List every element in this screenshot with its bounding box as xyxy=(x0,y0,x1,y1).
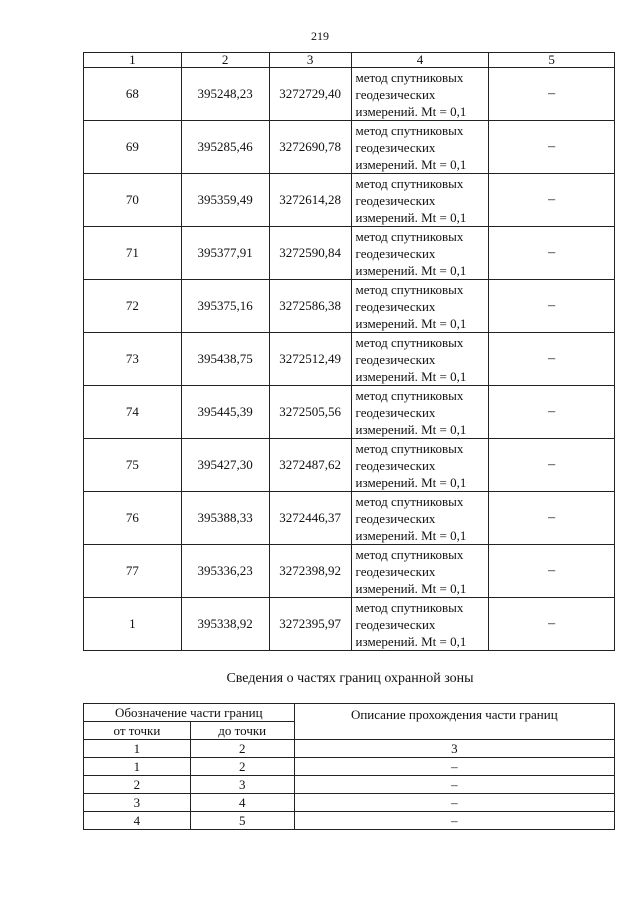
method-line: измерений. Mt = 0,1 xyxy=(355,262,467,278)
point-cell: 74 xyxy=(84,386,182,439)
column-header: 3 xyxy=(269,53,351,68)
table-row xyxy=(84,598,615,651)
method-cell xyxy=(351,227,489,280)
description-cell: – xyxy=(294,776,614,794)
method-line: измерений. Mt = 0,1 xyxy=(355,315,467,331)
x-coordinate-cell: 395248,23 xyxy=(181,68,269,121)
method-line: метод спутниковых xyxy=(355,69,464,85)
point-cell: 1 xyxy=(84,598,182,651)
note-cell: – xyxy=(489,68,615,121)
method-line: геодезических xyxy=(355,192,436,208)
x-coordinate-cell: 395285,46 xyxy=(181,121,269,174)
method-line: метод спутниковых xyxy=(355,599,464,615)
y-coordinate-cell: 3272614,28 xyxy=(269,174,351,227)
table-row xyxy=(84,386,615,439)
column-header: 2 xyxy=(181,53,269,68)
to-point-cell: 5 xyxy=(190,812,294,830)
note-cell: – xyxy=(489,598,615,651)
description-cell: – xyxy=(294,758,614,776)
description-cell: – xyxy=(294,812,614,830)
method-line: метод спутниковых xyxy=(355,334,464,350)
note-cell: – xyxy=(489,227,615,280)
point-cell: 77 xyxy=(84,545,182,598)
y-coordinate-cell: 3272512,49 xyxy=(269,333,351,386)
from-point-cell: 4 xyxy=(84,812,191,830)
method-line: измерений. Mt = 0,1 xyxy=(355,580,467,596)
method-line: метод спутниковых xyxy=(355,228,464,244)
from-point-cell: 3 xyxy=(84,794,191,812)
method-line: метод спутниковых xyxy=(355,175,464,191)
column-number: 1 xyxy=(84,740,191,758)
table-row xyxy=(84,68,615,121)
page-number: 219 xyxy=(311,29,329,43)
y-coordinate-cell: 3272729,40 xyxy=(269,68,351,121)
method-cell xyxy=(351,174,489,227)
point-cell: 71 xyxy=(84,227,182,280)
point-cell: 68 xyxy=(84,68,182,121)
column-number: 3 xyxy=(294,740,614,758)
y-coordinate-cell: 3272590,84 xyxy=(269,227,351,280)
table-row xyxy=(84,812,615,830)
table-row xyxy=(84,758,615,776)
method-line: измерений. Mt = 0,1 xyxy=(355,633,467,649)
point-cell: 70 xyxy=(84,174,182,227)
method-line: измерений. Mt = 0,1 xyxy=(355,156,467,172)
method-line: измерений. Mt = 0,1 xyxy=(355,527,467,543)
y-coordinate-cell: 3272505,56 xyxy=(269,386,351,439)
method-line: метод спутниковых xyxy=(355,546,464,562)
method-line: метод спутниковых xyxy=(355,440,464,456)
header-to: до точки xyxy=(190,722,294,740)
table-row xyxy=(84,776,615,794)
method-line: геодезических xyxy=(355,563,436,579)
from-point-cell: 2 xyxy=(84,776,191,794)
method-line: геодезических xyxy=(355,139,436,155)
method-line: метод спутниковых xyxy=(355,387,464,403)
y-coordinate-cell: 3272690,78 xyxy=(269,121,351,174)
header-from: от точки xyxy=(84,722,191,740)
point-cell: 72 xyxy=(84,280,182,333)
x-coordinate-cell: 395438,75 xyxy=(181,333,269,386)
from-point-cell: 1 xyxy=(84,758,191,776)
y-coordinate-cell: 3272398,92 xyxy=(269,545,351,598)
table-row xyxy=(84,545,615,598)
table-row xyxy=(84,280,615,333)
description-cell: – xyxy=(294,794,614,812)
note-cell: – xyxy=(489,545,615,598)
coordinates-table xyxy=(83,52,615,651)
numbering-row xyxy=(84,740,615,758)
table-row xyxy=(84,794,615,812)
x-coordinate-cell: 395388,33 xyxy=(181,492,269,545)
to-point-cell: 2 xyxy=(190,758,294,776)
method-line: геодезических xyxy=(355,245,436,261)
note-cell: – xyxy=(489,492,615,545)
method-line: измерений. Mt = 0,1 xyxy=(355,209,467,225)
header-row xyxy=(84,53,615,68)
y-coordinate-cell: 3272446,37 xyxy=(269,492,351,545)
note-cell: – xyxy=(489,439,615,492)
y-coordinate-cell: 3272586,38 xyxy=(269,280,351,333)
point-cell: 69 xyxy=(84,121,182,174)
method-line: геодезических xyxy=(355,457,436,473)
x-coordinate-cell: 395427,30 xyxy=(181,439,269,492)
to-point-cell: 3 xyxy=(190,776,294,794)
method-line: метод спутниковых xyxy=(355,281,464,297)
column-header: 4 xyxy=(351,53,489,68)
method-cell xyxy=(351,386,489,439)
x-coordinate-cell: 395338,92 xyxy=(181,598,269,651)
method-cell xyxy=(351,121,489,174)
method-cell xyxy=(351,333,489,386)
x-coordinate-cell: 395336,23 xyxy=(181,545,269,598)
note-cell: – xyxy=(489,386,615,439)
note-cell: – xyxy=(489,174,615,227)
method-line: измерений. Mt = 0,1 xyxy=(355,368,467,384)
x-coordinate-cell: 395359,49 xyxy=(181,174,269,227)
method-line: измерений. Mt = 0,1 xyxy=(355,421,467,437)
header-group: Обозначение части границ xyxy=(84,704,295,722)
column-header: 1 xyxy=(84,53,182,68)
to-point-cell: 4 xyxy=(190,794,294,812)
point-cell: 73 xyxy=(84,333,182,386)
table-row xyxy=(84,174,615,227)
method-cell xyxy=(351,545,489,598)
header-description: Описание прохождения части границ xyxy=(294,704,614,740)
table-row xyxy=(84,121,615,174)
method-line: метод спутниковых xyxy=(355,122,464,138)
method-line: геодезических xyxy=(355,298,436,314)
x-coordinate-cell: 395445,39 xyxy=(181,386,269,439)
method-line: геодезических xyxy=(355,404,436,420)
method-cell xyxy=(351,280,489,333)
method-line: измерений. Mt = 0,1 xyxy=(355,103,467,119)
method-cell xyxy=(351,68,489,121)
table-row xyxy=(84,227,615,280)
point-cell: 75 xyxy=(84,439,182,492)
note-cell: – xyxy=(489,280,615,333)
method-line: геодезических xyxy=(355,616,436,632)
method-line: геодезических xyxy=(355,86,436,102)
method-cell xyxy=(351,439,489,492)
x-coordinate-cell: 395377,91 xyxy=(181,227,269,280)
y-coordinate-cell: 3272395,97 xyxy=(269,598,351,651)
column-header: 5 xyxy=(489,53,615,68)
table-row xyxy=(84,492,615,545)
boundary-parts-table xyxy=(83,703,615,830)
section-title: Сведения о частях границ охранной зоны xyxy=(226,671,474,686)
note-cell: – xyxy=(489,333,615,386)
column-number: 2 xyxy=(190,740,294,758)
header-row xyxy=(84,704,615,722)
method-line: измерений. Mt = 0,1 xyxy=(355,474,467,490)
x-coordinate-cell: 395375,16 xyxy=(181,280,269,333)
point-cell: 76 xyxy=(84,492,182,545)
note-cell: – xyxy=(489,121,615,174)
method-line: метод спутниковых xyxy=(355,493,464,509)
method-line: геодезических xyxy=(355,351,436,367)
method-line: геодезических xyxy=(355,510,436,526)
method-cell xyxy=(351,598,489,651)
table-row xyxy=(84,439,615,492)
y-coordinate-cell: 3272487,62 xyxy=(269,439,351,492)
table-row xyxy=(84,333,615,386)
method-cell xyxy=(351,492,489,545)
